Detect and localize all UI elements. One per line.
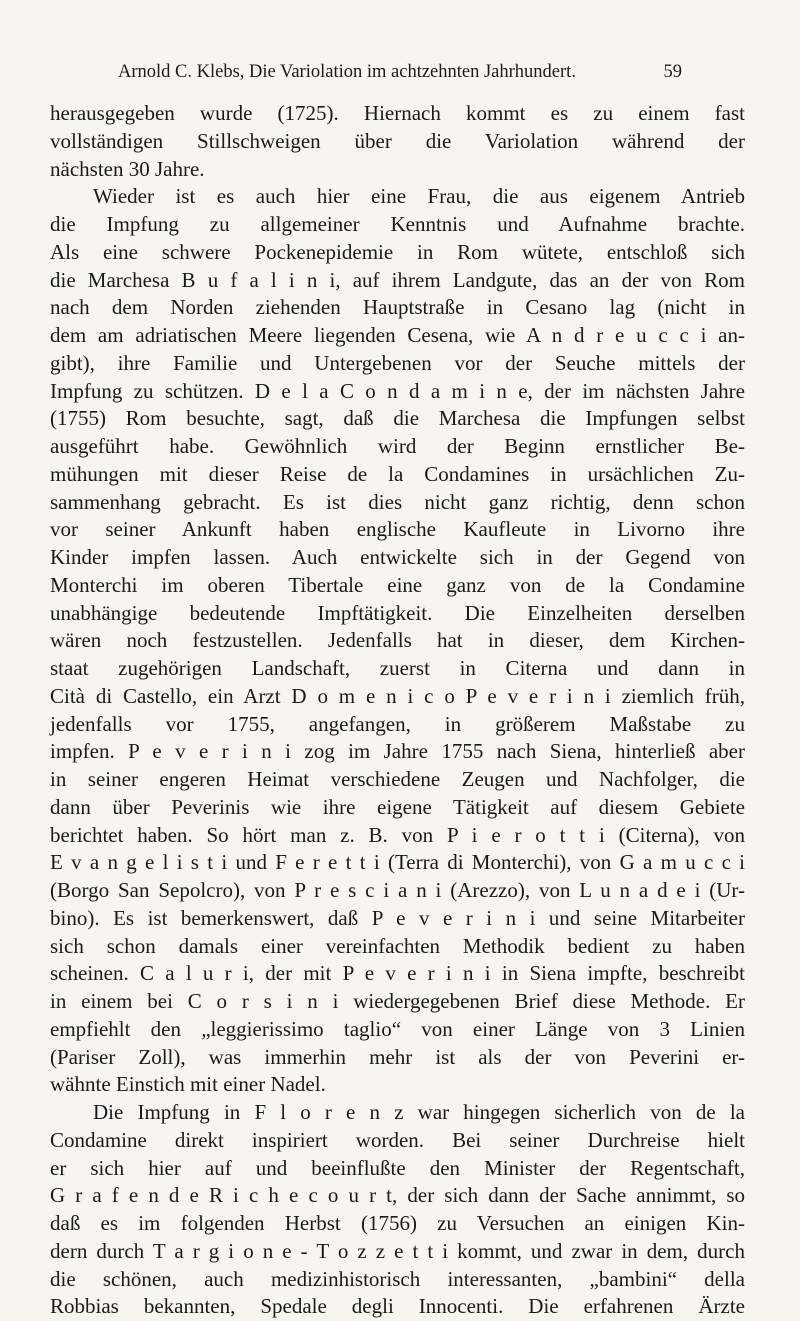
text-line: nach dem Norden ziehenden Hauptstraße in Cesano lag (nicht in bbox=[50, 295, 745, 320]
text-line: Kinder impfen lassen. Auch entwickelte sich in der Gegend von bbox=[50, 545, 745, 569]
text-line: (1755) Rom besuchte, sagt, daß die Marchesa die Impfungen selbst bbox=[50, 406, 745, 431]
text-line: impfen. P e v e r i n i zog im Jahre 1755 nach Siena, hinterließ aber bbox=[50, 739, 745, 764]
text-line: er sich hier auf und beeinflußte den Minister der Regentschaft, bbox=[50, 1155, 745, 1180]
text-line: jedenfalls vor 1755, angefangen, in größerem Maßstabe zu bbox=[50, 711, 745, 736]
text-line: gibt), ihre Familie und Untergebenen vor der Seuche mittels der bbox=[50, 350, 745, 375]
text-line: nächsten 30 Jahre. bbox=[50, 156, 205, 181]
text-line: die schönen, auch medizinhistorisch interessanten, „bambini“ della bbox=[50, 1266, 745, 1291]
text-line: dann über Peverinis wie ihre eigene Tätigkeit auf diesem Gebiete bbox=[50, 794, 745, 819]
text-line: dem am adriatischen Meere liegenden Cesena, wie A n d r e u c c i an- bbox=[50, 323, 745, 347]
running-title: Arnold C. Klebs, Die Variolation im achtzehnten Jahrhundert. bbox=[118, 62, 576, 82]
text-line: Impfung zu schützen. D e l a C o n d a m i n e, der im nächsten Jahre bbox=[50, 378, 745, 403]
running-head bbox=[118, 62, 682, 88]
text-line: Monterchi im oberen Tibertale eine ganz von de la Condamine bbox=[50, 572, 745, 597]
paragraph bbox=[50, 1099, 745, 1321]
text-line: Condamine direkt inspiriert worden. Bei seiner Durchreise hielt bbox=[50, 1127, 745, 1152]
text-line: dern durch T a r g i o n e - T o z z e t t i kommt, und zwar in dem, durch bbox=[50, 1238, 745, 1263]
text-line: sich schon damals einer vereinfachten Methodik bedient zu haben bbox=[50, 933, 745, 958]
text-line: empfiehlt den „leggierissimo taglio“ von einer Länge von 3 Linien bbox=[50, 1016, 745, 1041]
text-line: (Pariser Zoll), was immerhin mehr ist als der von Peverini er- bbox=[50, 1044, 745, 1069]
text-line: G r a f e n d e R i c h e c o u r t, der sich dann der Sache annimmt, so bbox=[50, 1183, 745, 1208]
text-line: Robbias bekannten, Spedale degli Innocenti. Die erfahrenen Ärzte bbox=[50, 1294, 745, 1319]
text-line: bino). Es ist bemerkenswert, daß P e v e r i n i und seine Mitarbeiter bbox=[50, 905, 745, 930]
text-line: herausgegeben wurde (1725). Hiernach kommt es zu einem fast bbox=[50, 101, 745, 125]
page-number: 59 bbox=[663, 62, 682, 82]
text-line: die Impfung zu allgemeiner Kenntnis und Aufnahme brachte. bbox=[50, 212, 745, 236]
text-line: die Marchesa B u f a l i n i, auf ihrem Landgute, das an der von Rom bbox=[50, 267, 745, 292]
text-line: in einem bei C o r s i n i wiedergegebenen Brief diese Methode. Er bbox=[50, 989, 745, 1013]
text-line: vollständigen Stillschweigen über die Variolation während der bbox=[50, 128, 745, 153]
text-line: Cità di Castello, ein Arzt D o m e n i c o P e v e r i n i ziemlich früh, bbox=[50, 683, 745, 708]
text-line: scheinen. C a l u r i, der mit P e v e r i n i in Siena impfte, beschreibt bbox=[50, 961, 745, 986]
text-line: Als eine schwere Pockenepidemie in Rom wütete, entschloß sich bbox=[50, 239, 745, 264]
body-text bbox=[50, 100, 745, 1321]
text-line: Die Impfung in F l o r e n z war hingegen sicherlich von de la bbox=[93, 1100, 745, 1124]
text-line: wähnte Einstich mit einer Nadel. bbox=[50, 1072, 326, 1097]
text-line: E v a n g e l i s t i und F e r e t t i (Terra di Monterchi), von G a m u c c i bbox=[50, 850, 745, 875]
text-line: mühungen mit dieser Reise de la Condamines in ursächlichen Zu- bbox=[50, 461, 745, 486]
text-line: staat zugehörigen Landschaft, zuerst in Citerna und dann in bbox=[50, 656, 745, 680]
text-line: vor seiner Ankunft haben englische Kaufleute in Livorno ihre bbox=[50, 517, 745, 542]
paragraph bbox=[50, 100, 745, 183]
paragraph bbox=[50, 183, 745, 1099]
text-line: berichtet haben. So hört man z. B. von P i e r o t t i (Citerna), von bbox=[50, 822, 745, 847]
text-line: wären noch festzustellen. Jedenfalls hat in dieser, dem Kirchen- bbox=[50, 628, 745, 653]
text-line: (Borgo San Sepolcro), von P r e s c i a n i (Arezzo), von L u n a d e i (Ur- bbox=[50, 878, 745, 902]
text-line: sammenhang gebracht. Es ist dies nicht ganz richtig, denn schon bbox=[50, 489, 745, 514]
text-line: ausgeführt habe. Gewöhnlich wird der Beginn ernstlicher Be- bbox=[50, 434, 745, 458]
text-line: unabhängige bedeutende Impftätigkeit. Die Einzelheiten derselben bbox=[50, 600, 745, 625]
text-line: daß es im folgenden Herbst (1756) zu Versuchen an einigen Kin- bbox=[50, 1211, 745, 1235]
text-line: Wieder ist es auch hier eine Frau, die aus eigenem Antrieb bbox=[93, 184, 745, 209]
text-line: in seiner engeren Heimat verschiedene Zeugen und Nachfolger, die bbox=[50, 767, 745, 791]
